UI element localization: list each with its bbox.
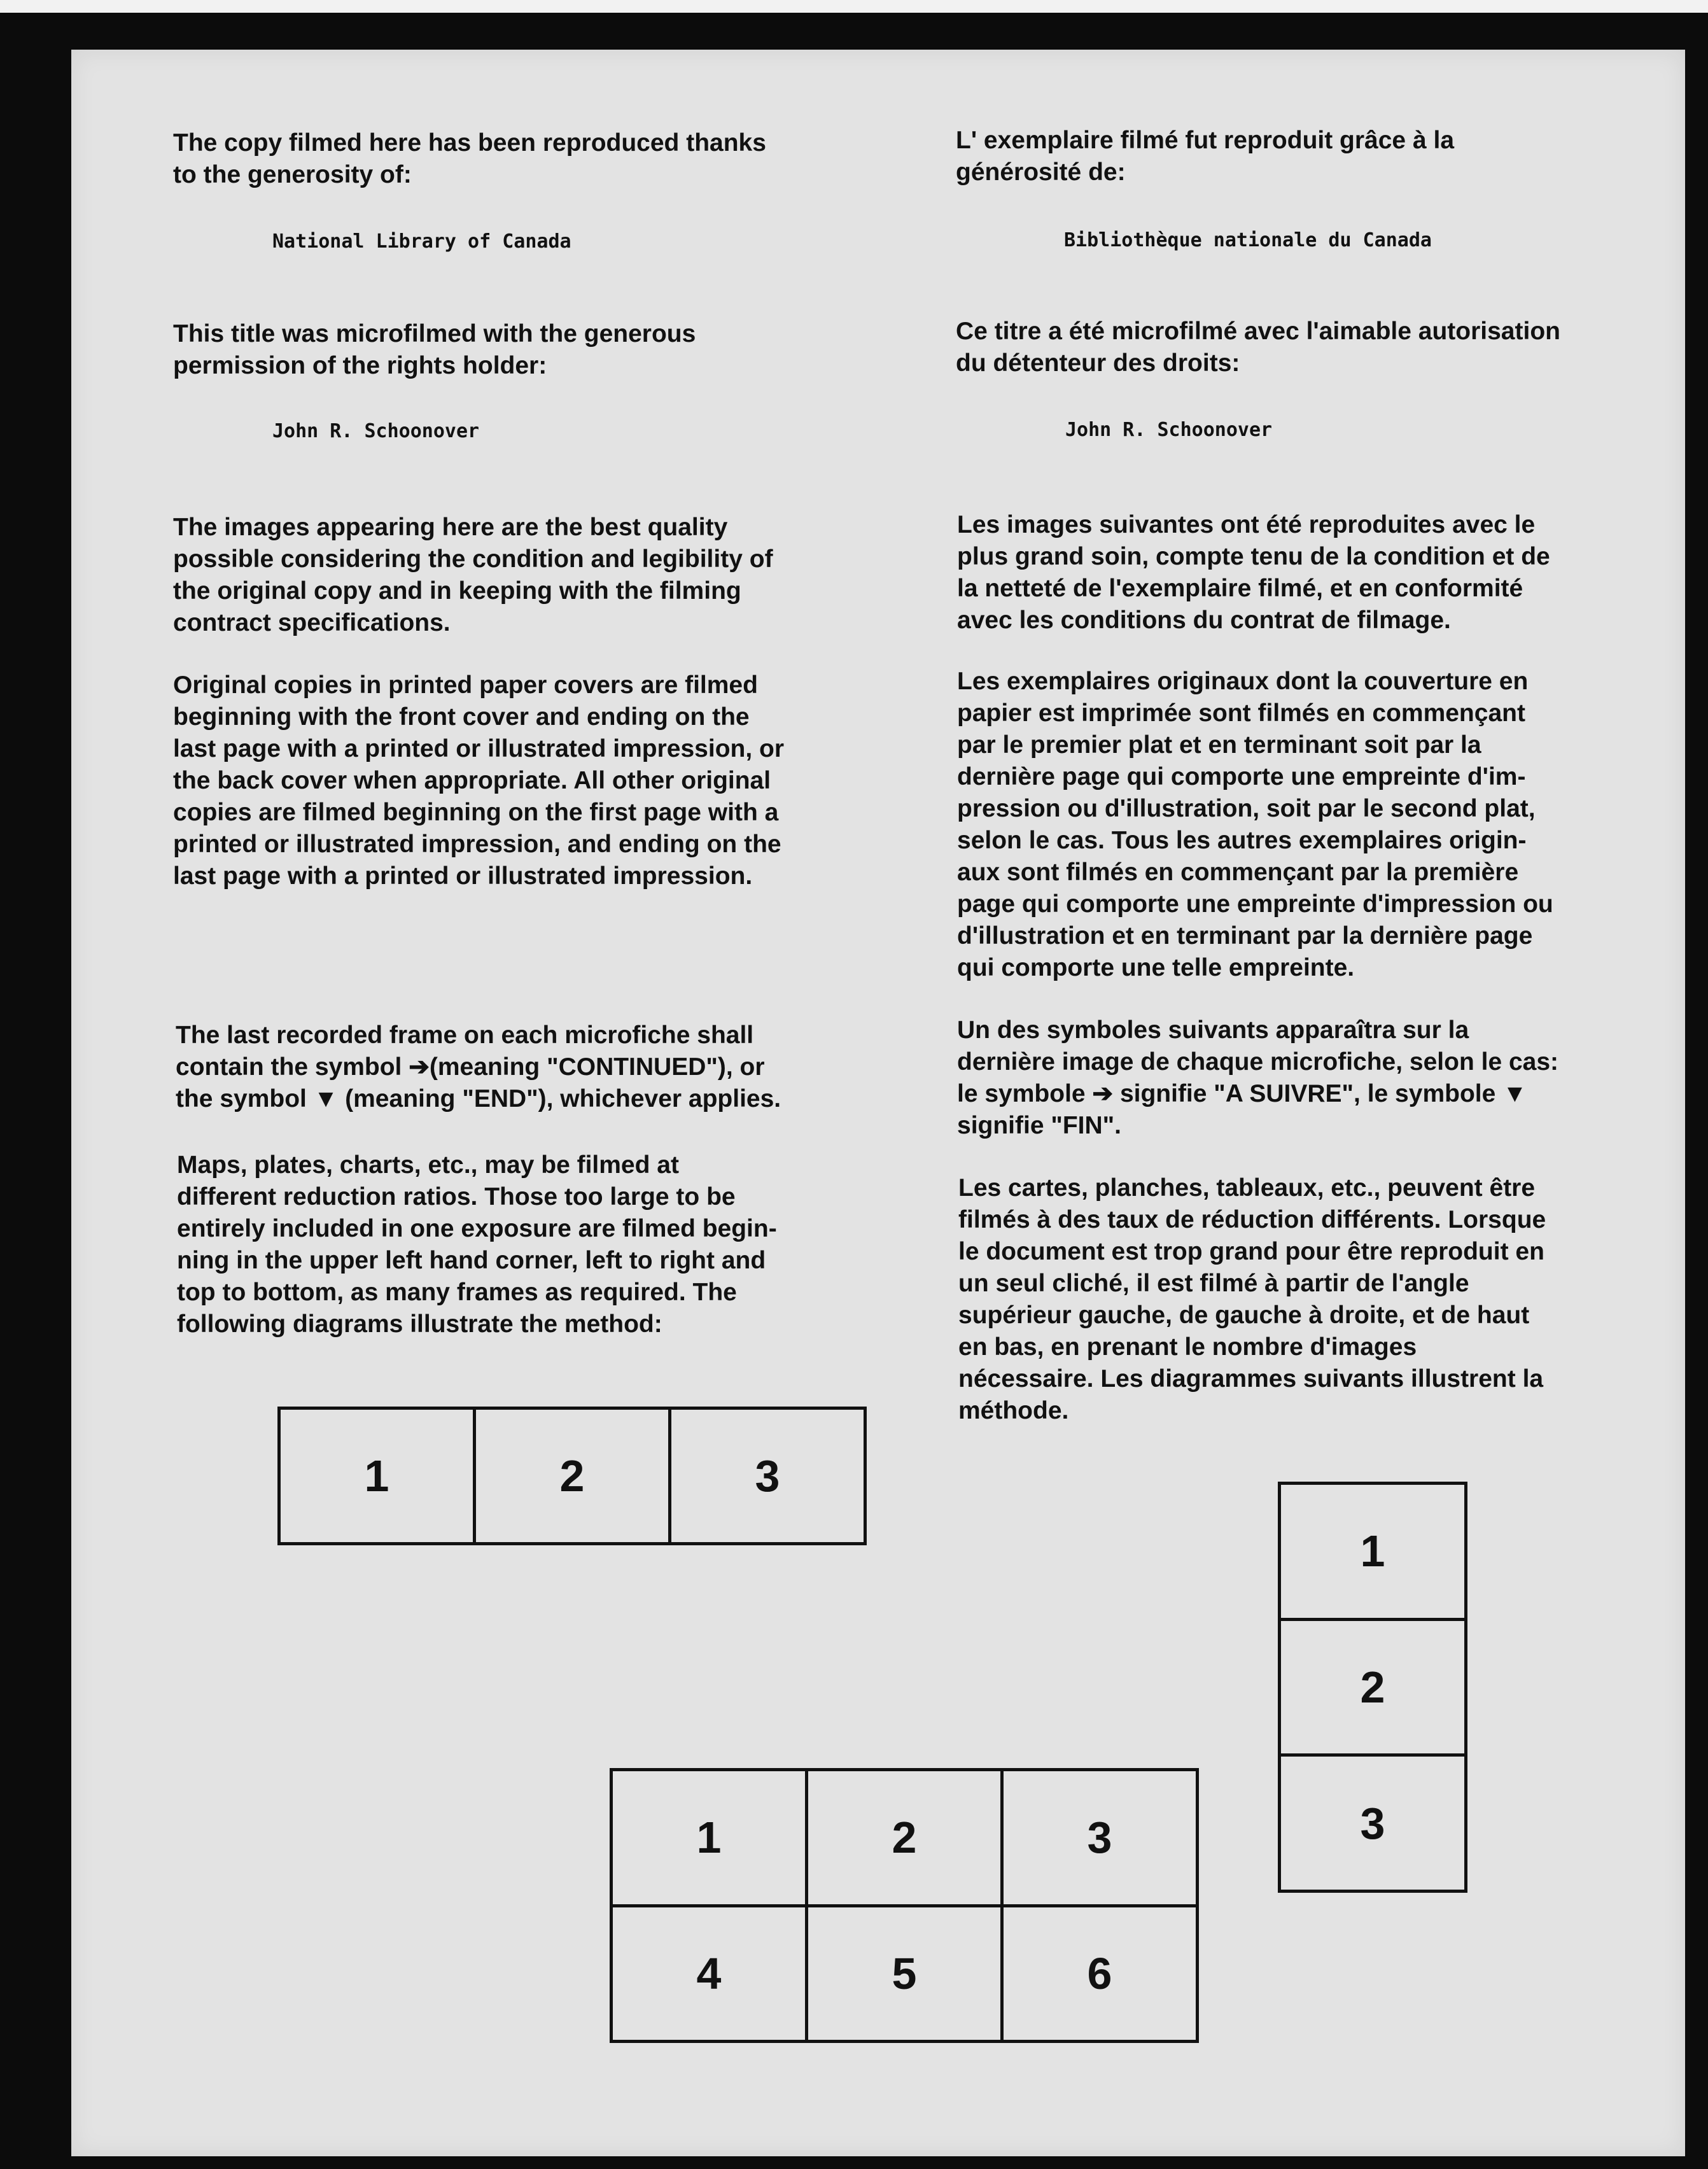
frame-cell: 2 (807, 1770, 1002, 1906)
right-rights-holder: John R. Schoonover (1065, 419, 1273, 441)
right-maps-text: Les cartes, planches, tableaux, etc., peuvent être filmés à des taux de réduction différents. Lorsque le document est trop grand pour être reproduit en un seul cliché, il est filmé à partir de l'angle supérieur gauche, de gauche à droite, et de haut en bas, en prenant le nombre d'images nécessaire. Les diagrammes suivants illustrent la méthode. (958, 1174, 1546, 1424)
frame-cell: 3 (670, 1408, 865, 1544)
diagram-column-three-frames (1278, 1482, 1467, 1893)
frame-cell: 3 (1002, 1770, 1198, 1906)
frame-cell: 6 (1002, 1906, 1198, 2042)
frame-cell: 2 (475, 1408, 670, 1544)
left-institution: National Library of Canada (272, 230, 571, 253)
left-quality-text: The images appearing here are the best quality possible considering the condition and legibility of the original copy and in keeping with the filming contract specifications. (173, 514, 773, 636)
diagram-row-three-frames (277, 1407, 867, 1545)
frame-cell: 1 (1280, 1484, 1466, 1620)
right-quality-text: Les images suivantes ont été reproduites avec le plus grand soin, compte tenu de la condition et de la netteté de l'exemplaire filmé, et en conformité avec les conditions du contrat de filmage. (957, 511, 1550, 634)
right-thanks-text: L' exemplaire filmé fut reproduit grâce à la générosité de: (956, 127, 1455, 186)
left-thanks-text: The copy filmed here has been reproduced thanks to the generosity of: (173, 129, 766, 188)
target-page (71, 50, 1685, 2156)
left-symbols-text: The last recorded frame on each microfiche shall contain the symbol ➔(meaning "CONTINUED"), or the symbol ▼ (meaning "END"), whichever applies. (176, 1021, 781, 1113)
left-maps-text: Maps, plates, charts, etc., may be filmed at different reduction ratios. Those too large to be entirely included in one exposure are filmed begin- ning in the upper left hand corner, left to right and top to bottom, as many frames as required. The following diagrams illustrate the method: (177, 1151, 777, 1338)
frame-cell: 3 (1280, 1755, 1466, 1892)
right-originals-text: Les exemplaires originaux dont la couverture en papier est imprimée sont filmés en commençant par le premier plat et en terminant soit par la dernière page qui comporte une empreinte d'im- pression ou d'illustration, soit par le second plat, selon le cas. Tous les autres exemplaires origin- aux sont filmés en commençant par la première page qui comporte une empreinte d'impression ou d'illustration et en terminant par la dernière page qui comporte une telle empreinte. (957, 668, 1553, 981)
frame-cell: 5 (807, 1906, 1002, 2042)
left-rights-holder: John R. Schoonover (272, 420, 480, 442)
film-edge (0, 0, 1708, 13)
left-originals-text: Original copies in printed paper covers are filmed beginning with the front cover and ending on the last page with a printed or illustrated impression, or the back cover when appropriate. All other original copies are filmed beginning on the first page with a printed or illustrated impression, and ending on the last page with a printed or illustrated impression. (173, 671, 785, 890)
left-permission-text: This title was microfilmed with the generous permission of the rights holder: (173, 320, 696, 379)
frame-cell: 4 (612, 1906, 807, 2042)
frame-cell: 1 (279, 1408, 475, 1544)
frame-cell: 1 (612, 1770, 807, 1906)
right-permission-text: Ce titre a été microfilmé avec l'aimable autorisation du détenteur des droits: (956, 318, 1560, 377)
frame-cell: 2 (1280, 1619, 1466, 1755)
right-institution: Bibliothèque nationale du Canada (1064, 229, 1432, 251)
right-symbols-text: Un des symboles suivants apparaîtra sur la dernière image de chaque microfiche, selon le cas: le symbole ➔ signifie "A SUIVRE", le symbole ▼ signifie "FIN". (957, 1016, 1559, 1139)
diagram-grid-six-frames (610, 1768, 1199, 2043)
